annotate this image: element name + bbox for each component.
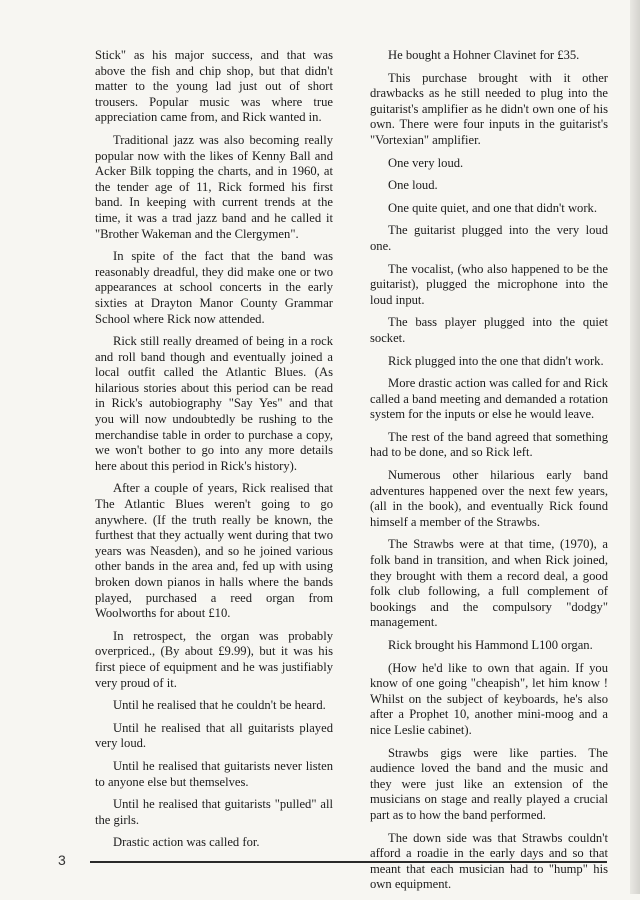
paragraph: In spite of the fact that the band was reasonably dreadful, they did make one or two appearances at school concerts in the early sixties at Drayton Manor County Grammar School where Rick now attended.: [95, 249, 333, 326]
paragraph: Until he realised that he couldn't be heard.: [113, 698, 326, 713]
paragraph: The rest of the band agreed that something had to be done, and so Rick left.: [370, 429, 608, 460]
paragraph: The guitarist plugged into the very loud one.: [370, 223, 608, 253]
paragraph: After a couple of years, Rick realised that The Atlantic Blues weren't going to go anywhere. (If the truth really be known, the furthest that they actually went during that two years was Neasden), and so he joined various other bands in the area and, fed up with using broken down pianos in halls where the bands played, purchased a reed organ from Woolworths for about £10.: [95, 481, 333, 621]
paragraph: The vocalist, (who also happened to be the guitarist), plugged the microphone into the loud input.: [370, 261, 608, 307]
page-number: 3: [58, 852, 66, 868]
paragraph: The bass player plugged into the quiet socket.: [370, 315, 608, 345]
paragraph: Numerous other hilarious early band adventures happened over the next few years, (all in the book), and eventually Rick found himself a member of the Strawbs.: [370, 468, 608, 529]
paragraph: Until he realised that all guitarists played very loud.: [95, 720, 333, 751]
paragraph: The down side was that Strawbs couldn't afford a roadie in the early days and so that meant that each musician had to "hump" his own equipment.: [370, 830, 608, 892]
footer-rule: [90, 861, 607, 863]
paragraph: One quite quiet, and one that didn't work.: [388, 200, 597, 215]
paragraph: Until he realised that guitarists "pulled" all the girls.: [95, 797, 333, 827]
paragraph: Until he realised that guitarists never listen to anyone else but themselves.: [95, 758, 333, 789]
paragraph: Drastic action was called for.: [113, 835, 260, 850]
paragraph: Traditional jazz was also becoming really popular now with the likes of Kenny Ball and Acker Bilk topping the charts, and in 1960, at the tender age of 11, Rick formed his first band. In keeping with current trends at the time, it was a trad jazz band and he called it "Brother Wakeman and the Clergymen".: [95, 132, 333, 241]
paragraph: One loud.: [388, 178, 438, 193]
paragraph: In retrospect, the organ was probably overpriced., (By about £9.99), but it was his first piece of equipment and he was justifiably very proud of it.: [95, 628, 333, 690]
paragraph: Rick plugged into the one that didn't work.: [388, 353, 604, 368]
page-edge-shadow: [630, 0, 640, 894]
paragraph: One very loud.: [388, 155, 464, 170]
paragraph: The Strawbs were at that time, (1970), a folk band in transition, and when Rick joined, they brought with them a record deal, a good folk club following, a full complement of bookings and the compulsory "dodgy" management.: [370, 537, 608, 630]
paragraph: More drastic action was called for and Rick called a band meeting and demanded a rotation system for the inputs or else he would leave.: [370, 376, 608, 422]
right-column: [370, 48, 608, 900]
paragraph: Stick" as his major success, and that was above the fish and chip shop, but that didn't matter to the young lad just out of short trousers. Popular music was where true appreciation came from, and Rick wanted in.: [95, 48, 333, 125]
paragraph: This purchase brought with it other drawbacks as he still needed to plug into the guitarist's amplifier as he didn't own one of his own. There were four inputs in the guitarist's "Vortexian" amplifier.: [370, 70, 608, 147]
paragraph: Rick still really dreamed of being in a rock and roll band though and eventually joined a local outfit called the Atlantic Blues. (As hilarious stories about this period can be read in Rick's autobiography "Say Yes" and that you will now undoubtedly be rushing to the merchandise table in order to purchase a copy, we won't bother to go into any more details here about this period in Rick's history).: [95, 334, 333, 473]
paragraph: (How he'd like to own that again. If you know of one going "cheapish", let him know ! Whilst on the subject of keyboards, he's also after a Prophet 10, another mini-moog and a nice Leslie cabinet).: [370, 660, 608, 737]
left-column: [95, 48, 333, 858]
paragraph: Rick brought his Hammond L100 organ.: [388, 638, 593, 652]
paragraph: Strawbs gigs were like parties. The audience loved the band and the music and they were just like an extension of the musicians on stage and really played a crucial part as to how the band performed.: [370, 745, 608, 822]
paragraph: He bought a Hohner Clavinet for £35.: [388, 48, 580, 62]
